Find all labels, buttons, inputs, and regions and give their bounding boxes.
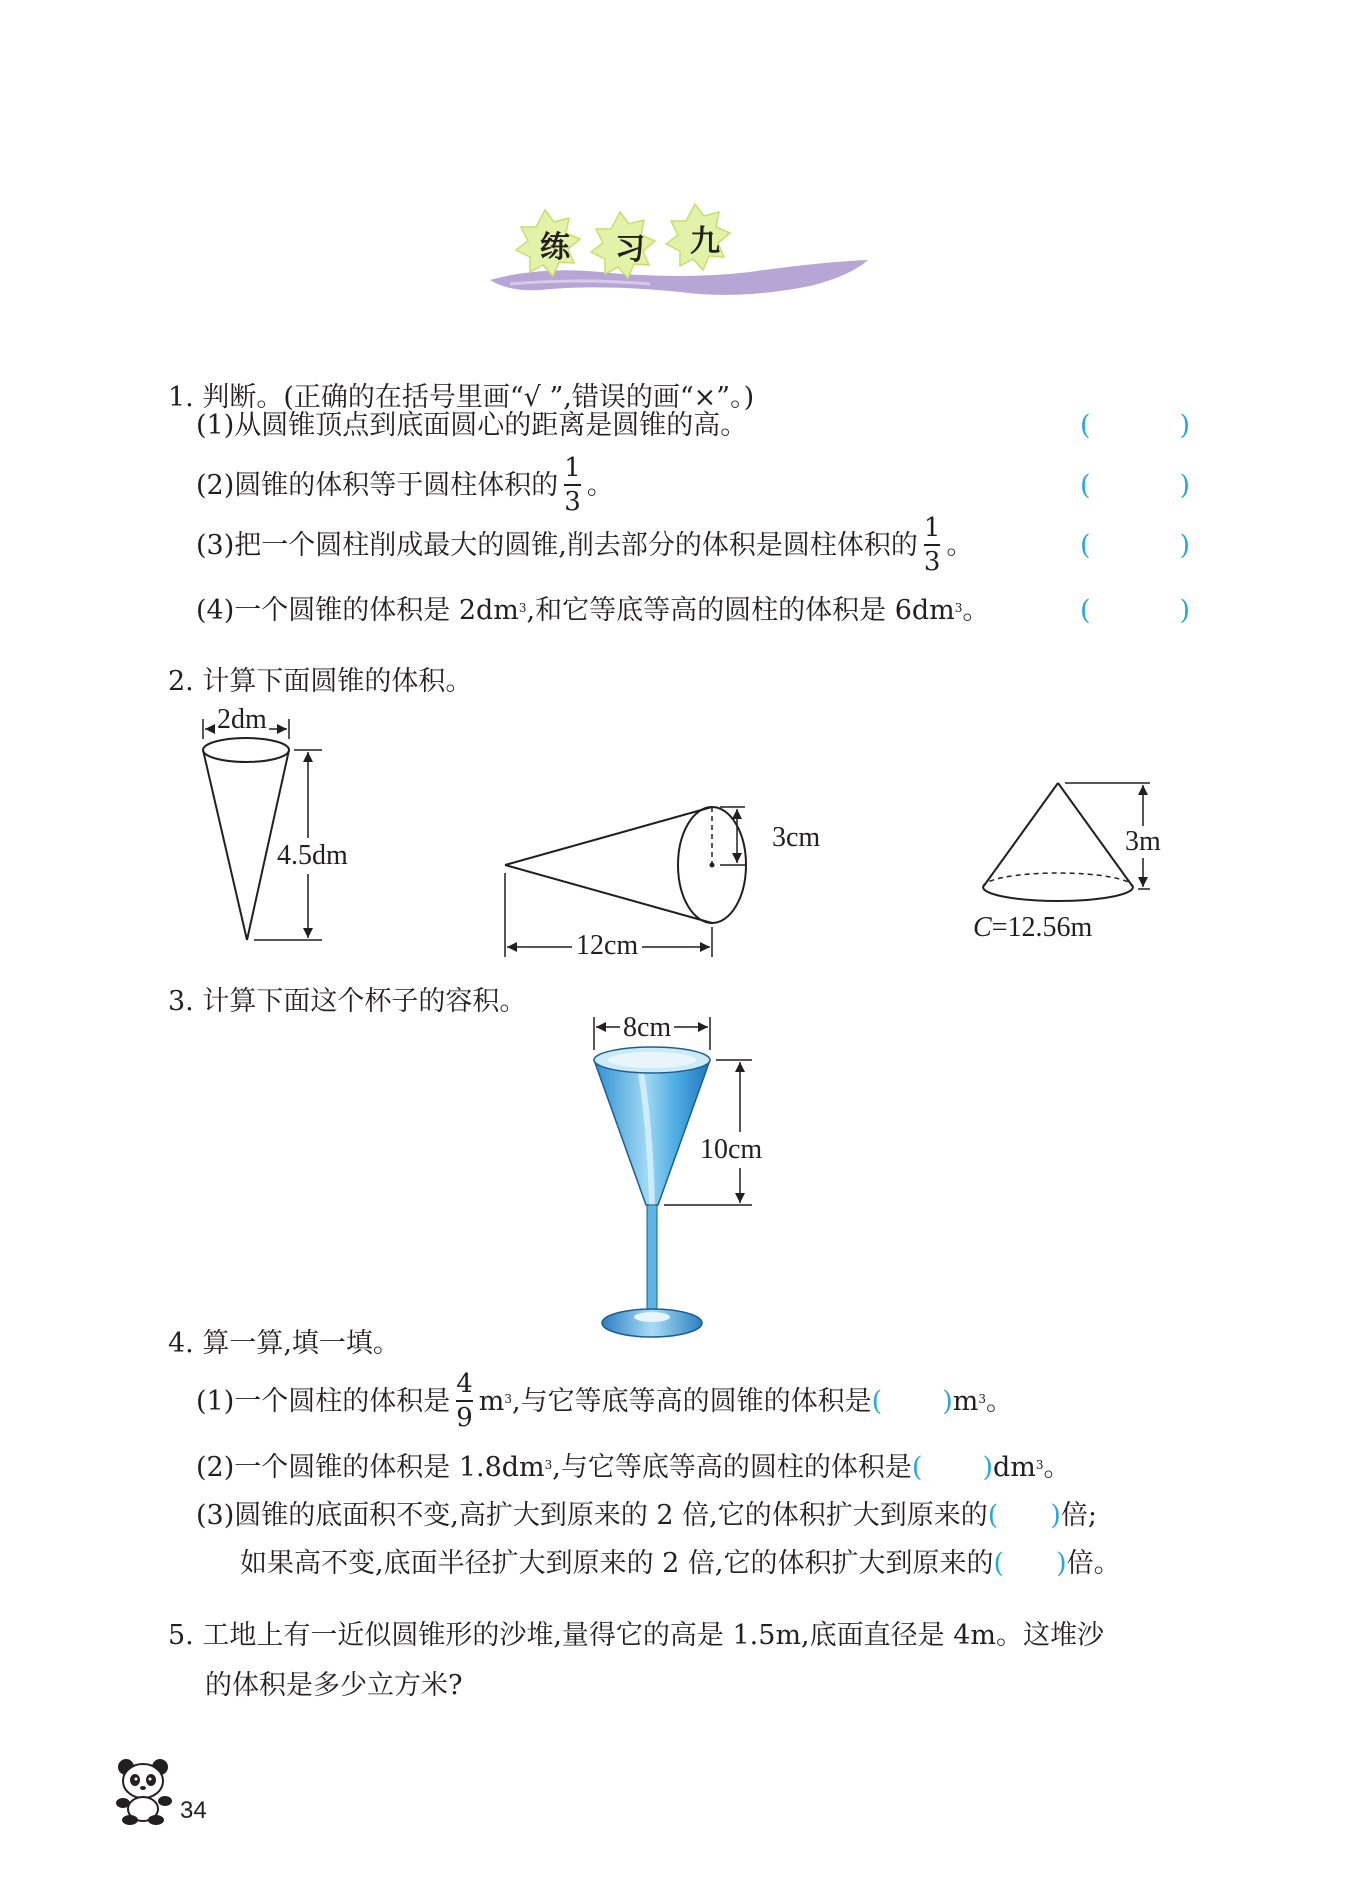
title-char-3: 九	[690, 224, 720, 259]
glass-figure	[580, 1005, 800, 1345]
title-char-1: 练	[540, 230, 570, 265]
q3-heading: 3. 计算下面这个杯子的容积。	[168, 986, 527, 1017]
paren-close: )	[1179, 594, 1190, 626]
q4-item-2	[196, 1442, 1071, 1492]
q1-item-3	[196, 500, 973, 590]
q1-item-2-text: (2)圆锥的体积等于圆柱体积的	[196, 469, 559, 501]
superscript: 3	[504, 1392, 513, 1406]
numerator: 1	[564, 453, 581, 483]
q1-answer-3[interactable]	[1080, 520, 1190, 570]
fraction	[924, 515, 941, 575]
cone-figure-2	[495, 795, 795, 975]
paren-close: )	[1179, 469, 1190, 501]
paren-close: )	[1179, 409, 1190, 441]
q1-answer-4[interactable]	[1080, 585, 1190, 635]
cone3-height-label: 3m	[1125, 826, 1161, 857]
q1-item-1-text: (1)从圆锥顶点到底面圆心的距离是圆锥的高。	[196, 409, 748, 441]
period: 。	[962, 594, 990, 626]
cone-figure-3	[975, 775, 1195, 935]
q4-item-4-text: 如果高不变,底面半径扩大到原来的 2 倍,它的体积扩大到原来的	[240, 1547, 994, 1579]
superscript: 3	[1035, 1458, 1044, 1472]
q4-item-3-text: (3)圆锥的底面积不变,高扩大到原来的 2 倍,它的体积扩大到原来的	[196, 1499, 988, 1531]
superscript: 3	[954, 601, 963, 615]
q1-item-3-text: (3)把一个圆柱削成最大的圆锥,削去部分的体积是圆柱体积的	[196, 529, 918, 561]
period: 。	[946, 529, 974, 561]
cone1-diameter-label: 2dm	[217, 704, 267, 735]
blank-close[interactable]: )	[1056, 1547, 1067, 1579]
paren-open: (	[1080, 469, 1091, 501]
q1-answer-2[interactable]	[1080, 460, 1190, 510]
numerator: 1	[923, 513, 941, 543]
blank-close[interactable]: )	[982, 1451, 993, 1483]
circumference-variable: C	[973, 912, 992, 943]
cone2-height-label: 12cm	[572, 930, 642, 962]
blank-close[interactable]: )	[942, 1385, 953, 1417]
period: 。	[985, 1385, 1013, 1417]
unit: dm	[992, 1451, 1036, 1483]
period: 。	[586, 469, 614, 501]
q4-item-3	[196, 1490, 1097, 1540]
fraction	[456, 1371, 473, 1431]
q1-item-4-text-a: (4)一个圆锥的体积是 2dm	[196, 594, 519, 626]
panda-icon	[110, 1755, 180, 1827]
cone1-height-label: 4.5dm	[277, 838, 348, 874]
superscript: 3	[978, 1392, 986, 1406]
circumference-value: =12.56m	[991, 912, 1093, 943]
q4-heading: 4. 算一算,填一填。	[168, 1328, 400, 1359]
q5-line-1: 5. 工地上有一近似圆锥形的沙堆,量得它的高是 1.5m,底面直径是 4m。这堆沙	[168, 1620, 1104, 1651]
unit: m	[478, 1385, 505, 1417]
q4-item-1	[196, 1356, 1013, 1446]
q4-item-4	[240, 1538, 1121, 1588]
denominator: 9	[456, 1403, 473, 1433]
blank-open[interactable]: (	[871, 1385, 883, 1417]
title-char-2: 习	[615, 232, 645, 267]
unit: m	[952, 1385, 979, 1417]
blank-open[interactable]: (	[993, 1547, 1005, 1579]
denominator: 3	[564, 487, 581, 517]
q4-item-1-text-a: (1)一个圆柱的体积是	[196, 1385, 451, 1417]
numerator: 4	[456, 1369, 473, 1399]
q1-item-4-text-b: ,和它等底等高的圆柱的体积是 6dm	[526, 594, 955, 626]
blank-open[interactable]: (	[987, 1499, 999, 1531]
page-number: 34	[180, 1797, 207, 1824]
superscript: 3	[544, 1458, 553, 1472]
paren-close: )	[1179, 529, 1190, 561]
q1-item-4	[196, 585, 989, 635]
blank-close[interactable]: )	[1050, 1499, 1061, 1531]
period: 。	[1043, 1451, 1071, 1483]
blank-open[interactable]: (	[911, 1451, 923, 1483]
suffix: 倍。	[1066, 1547, 1121, 1579]
glass-diameter-label: 8cm	[620, 1012, 674, 1044]
cone2-radius-label: 3cm	[772, 822, 821, 853]
q4-item-1-text-b: ,与它等底等高的圆锥的体积是	[512, 1385, 872, 1417]
paren-open: (	[1080, 409, 1091, 441]
cone3-circumference-label	[973, 912, 1092, 944]
superscript: 3	[518, 601, 527, 615]
denominator: 3	[923, 547, 941, 577]
q2-heading: 2. 计算下面圆锥的体积。	[168, 666, 473, 697]
q1-heading: 1. 判断。(正确的在括号里画“√ ”,错误的画“×”。)	[168, 382, 755, 413]
paren-open: (	[1080, 529, 1091, 561]
suffix: 倍;	[1060, 1499, 1097, 1531]
paren-open: (	[1080, 594, 1091, 626]
title-banner	[480, 200, 880, 310]
q4-item-2-text-a: (2)一个圆锥的体积是 1.8dm	[196, 1451, 545, 1483]
q4-item-2-text-b: ,与它等底等高的圆柱的体积是	[552, 1451, 912, 1483]
q1-answer-1[interactable]	[1080, 400, 1190, 450]
q5-line-2: 的体积是多少立方米?	[205, 1670, 463, 1701]
glass-height-label: 10cm	[700, 1132, 762, 1168]
